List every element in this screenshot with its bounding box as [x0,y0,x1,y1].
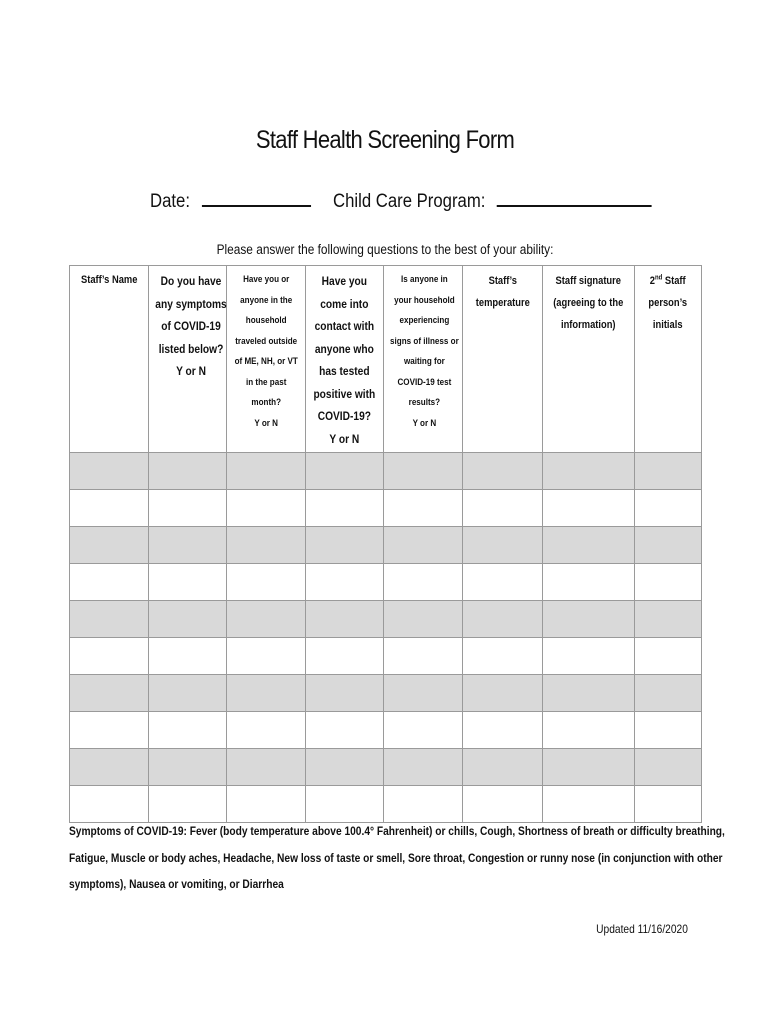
table-cell[interactable] [149,490,227,527]
date-program-line [150,191,652,213]
table-cell[interactable] [463,749,543,786]
table-cell[interactable] [635,712,702,749]
header-row [70,266,702,453]
table-cell[interactable] [463,601,543,638]
symptoms-line: symptoms), Nausea or vomiting, or Diarrhea [69,877,284,891]
table-cell[interactable] [149,601,227,638]
table-cell[interactable] [306,675,384,712]
table-cell[interactable] [70,749,149,786]
table-cell[interactable] [543,453,635,490]
table-cell[interactable] [463,564,543,601]
header-household-illness: Is anyone in your household experiencing signs of illness or waiting for COVID-19 test results? Y or N [384,266,463,453]
table-row [70,527,702,564]
table-cell[interactable] [227,527,306,564]
table-cell[interactable] [306,453,384,490]
table-cell[interactable] [384,601,463,638]
table-cell[interactable] [384,749,463,786]
table-cell[interactable] [149,564,227,601]
table-cell[interactable] [227,749,306,786]
table-cell[interactable] [543,527,635,564]
table-cell[interactable] [227,564,306,601]
table-cell[interactable] [70,564,149,601]
program-label: Child Care Program: [333,191,486,212]
table-cell[interactable] [635,453,702,490]
table-cell[interactable] [543,786,635,823]
table-cell[interactable] [70,453,149,490]
symptoms-line: Symptoms of COVID-19: Fever (body temperature above 100.4° Fahrenheit) or chills, Cough, Shortness of breath or difficulty breathing, [69,824,725,838]
table-cell[interactable] [384,675,463,712]
symptoms-note [69,818,725,898]
table-cell[interactable] [306,564,384,601]
table-cell[interactable] [149,675,227,712]
table-cell[interactable] [384,638,463,675]
table-cell[interactable] [306,490,384,527]
table-cell[interactable] [149,749,227,786]
table-cell[interactable] [463,675,543,712]
table-cell[interactable] [635,490,702,527]
table-row [70,712,702,749]
header-temperature: Staff’s temperature [463,266,543,453]
table-row [70,490,702,527]
table-cell[interactable] [384,564,463,601]
table-row [70,749,702,786]
table-cell[interactable] [70,712,149,749]
table-cell[interactable] [463,490,543,527]
table-cell[interactable] [149,712,227,749]
table-cell[interactable] [635,564,702,601]
table-cell[interactable] [70,786,149,823]
table-cell[interactable] [227,712,306,749]
date-label: Date: [150,191,190,212]
table-row [70,564,702,601]
table-cell[interactable] [149,453,227,490]
header-staff-name: Staff’s Name [70,266,149,453]
table-row [70,675,702,712]
table-cell[interactable] [463,786,543,823]
table-row [70,786,702,823]
table-cell[interactable] [463,712,543,749]
table-cell[interactable] [70,490,149,527]
table-cell[interactable] [227,675,306,712]
table-cell[interactable] [635,786,702,823]
header-travel: Have you or anyone in the household traveled outside of ME, NH, or VT in the past month? Y or N [227,266,306,453]
table-cell[interactable] [227,490,306,527]
updated-date: Updated 11/16/2020 [596,922,688,936]
table-cell[interactable] [635,638,702,675]
table-cell[interactable] [227,453,306,490]
table-cell[interactable] [149,786,227,823]
table-cell[interactable] [149,638,227,675]
header-signature: Staff signature (agreeing to the information) [543,266,635,453]
table-row [70,453,702,490]
table-cell[interactable] [635,749,702,786]
program-field[interactable] [497,191,652,207]
table-cell[interactable] [543,490,635,527]
table-cell[interactable] [543,712,635,749]
table-row [70,638,702,675]
table-cell[interactable] [70,527,149,564]
table-cell[interactable] [384,453,463,490]
symptoms-line: Fatigue, Muscle or body aches, Headache, New loss of taste or smell, Sore throat, Congestion or runny nose (in conjunction with other [69,850,723,865]
table-cell[interactable] [306,527,384,564]
instructions: Please answer the following questions to the best of your ability: [216,242,554,257]
table-cell[interactable] [306,601,384,638]
header-contact: Have you come into contact with anyone who has tested positive with COVID-19? Y or N [306,266,384,453]
table-cell[interactable] [543,601,635,638]
table-cell[interactable] [384,527,463,564]
table-cell[interactable] [543,749,635,786]
table-cell[interactable] [227,638,306,675]
page-title: Staff Health Screening Form [255,126,515,154]
table-cell[interactable] [463,638,543,675]
screening-table [69,265,702,823]
table-cell[interactable] [70,601,149,638]
header-initials: 2nd Staff person’s initials [635,266,702,453]
table-cell[interactable] [384,490,463,527]
table-cell[interactable] [635,675,702,712]
table-cell[interactable] [227,601,306,638]
table-cell[interactable] [463,453,543,490]
date-field[interactable] [202,191,311,207]
table-body [70,453,702,823]
table-cell[interactable] [384,712,463,749]
table-cell[interactable] [463,527,543,564]
table-cell[interactable] [306,712,384,749]
table-cell[interactable] [70,638,149,675]
table-cell[interactable] [543,675,635,712]
table-row [70,601,702,638]
table-cell[interactable] [149,527,227,564]
table-cell[interactable] [70,675,149,712]
table-cell[interactable] [227,786,306,823]
table-cell[interactable] [635,601,702,638]
table-cell[interactable] [543,564,635,601]
table-cell[interactable] [306,786,384,823]
table-cell[interactable] [306,749,384,786]
table-cell[interactable] [384,786,463,823]
table-cell[interactable] [543,638,635,675]
table-cell[interactable] [635,527,702,564]
header-symptoms: Do you have any symptoms of COVID-19 listed below? Y or N [149,266,227,453]
table-cell[interactable] [306,638,384,675]
